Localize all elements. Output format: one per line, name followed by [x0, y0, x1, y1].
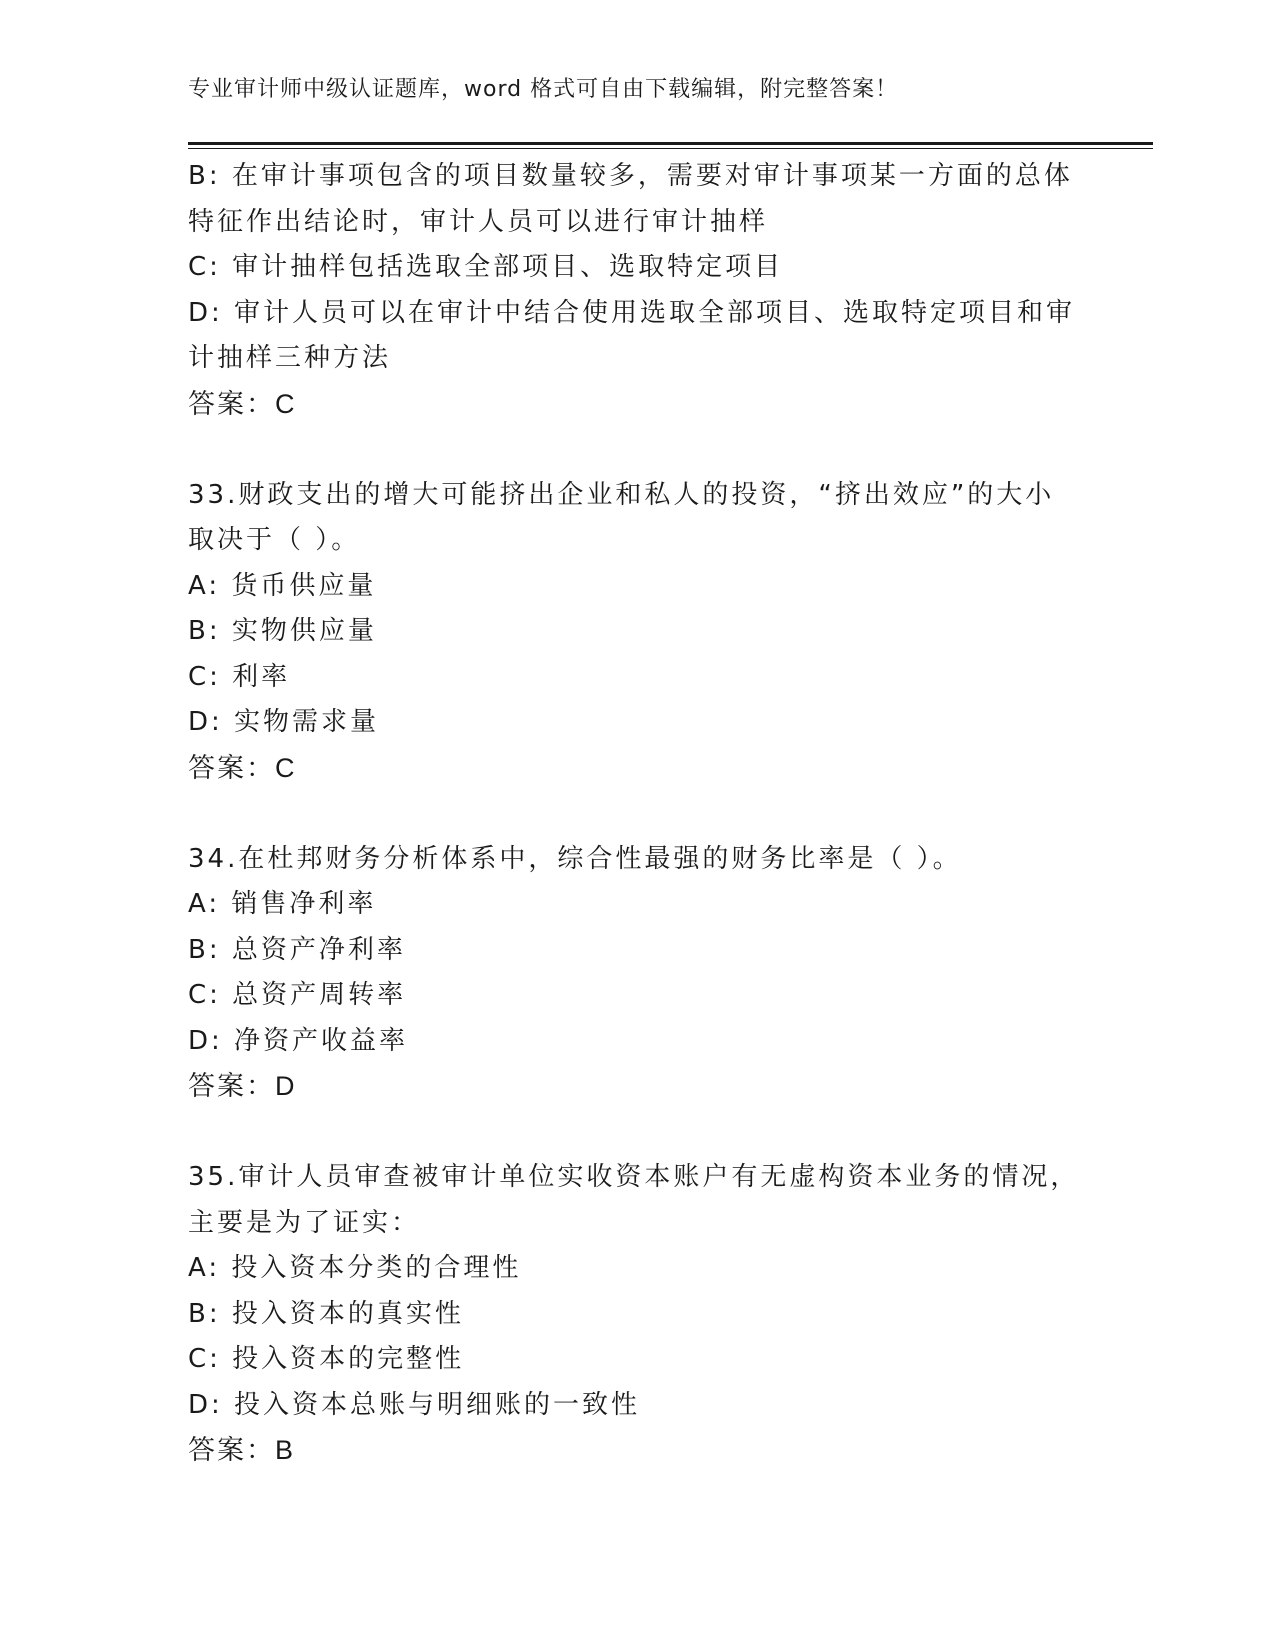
question-33: [188, 473, 1088, 792]
answer: 答案：B: [188, 1435, 296, 1465]
question-stem-line1: 33.财政支出的增大可能挤出企业和私人的投资，“挤出效应”的大小: [188, 479, 1055, 510]
option-b: B: 总资产净利率: [188, 934, 406, 965]
answer: 答案：C: [188, 388, 297, 419]
spacer: [188, 427, 1088, 473]
option-d: D: 实物需求量: [188, 707, 380, 737]
option-b-line1: B: 在审计事项包含的项目数量较多，需要对审计事项某一方面的总体: [188, 161, 1073, 191]
answer: 答案：D: [188, 1071, 297, 1101]
option-c: C: 利率: [188, 661, 291, 692]
page-header: 专业审计师中级认证题库，word 格式可自由下载编辑，附完整答案！: [188, 77, 899, 102]
option-d: D: 净资产收益率: [188, 1025, 409, 1056]
option-c: C: 投入资本的完整性: [188, 1344, 465, 1374]
option-b-line2: 特征作出结论时，审计人员可以进行审计抽样: [188, 206, 769, 237]
document-body: [188, 154, 1088, 1474]
option-a: A: 投入资本分类的合理性: [188, 1253, 522, 1283]
option-d: D: 投入资本总账与明细账的一致性: [188, 1389, 641, 1420]
option-c: C: 总资产周转率: [188, 980, 407, 1010]
question-35: [188, 1155, 1088, 1474]
answer: 答案：C: [188, 752, 297, 783]
option-a: A: 货币供应量: [188, 570, 377, 601]
question-34: [188, 837, 1088, 1110]
option-b: B: 投入资本的真实性: [188, 1298, 464, 1329]
option-c: C: 审计抽样包括选取全部项目、选取特定项目: [188, 252, 784, 282]
question-stem-line1: 35.审计人员审查被审计单位实收资本账户有无虚构资本业务的情况，: [188, 1162, 1080, 1192]
option-a: A: 销售净利率: [188, 889, 377, 919]
option-b: B: 实物供应量: [188, 616, 377, 646]
spacer: [188, 1110, 1088, 1156]
header-rule: [188, 142, 1153, 149]
option-d-line2: 计抽样三种方法: [188, 343, 392, 373]
spacer: [188, 791, 1088, 837]
question-stem-line2: 主要是为了证实：: [188, 1207, 421, 1238]
question-32-tail: [188, 154, 1088, 427]
question-stem-line2: 取决于（ ）。: [188, 525, 361, 555]
question-stem-line1: 34.在杜邦财务分析体系中，综合性最强的财务比率是（ ）。: [188, 843, 962, 874]
option-d-line1: D: 审计人员可以在审计中结合使用选取全部项目、选取特定项目和审: [188, 297, 1076, 328]
